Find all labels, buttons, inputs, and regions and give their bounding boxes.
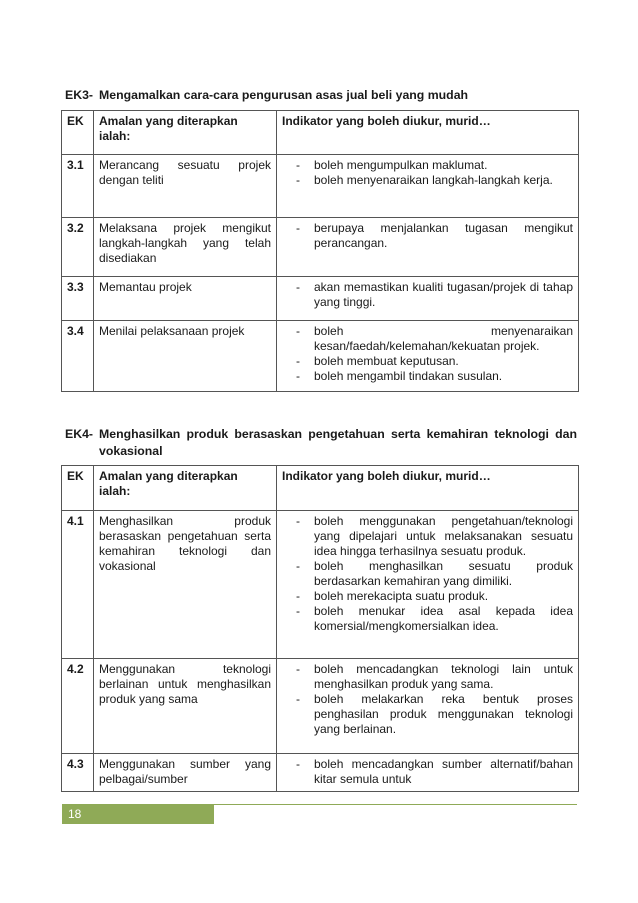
indicator-text: boleh melakarkan reka bentuk proses penghasilan produk menggunakan teknologi yang berlainan. <box>314 692 573 736</box>
row-indicators <box>277 754 579 792</box>
row-amalan: Merancang sesuatu projek dengan teliti <box>94 155 277 218</box>
indicator-item <box>282 280 573 310</box>
row-indicators <box>277 659 579 754</box>
bullet-dash: - <box>296 559 300 573</box>
bullet-dash: - <box>296 662 300 676</box>
indicator-item <box>282 173 573 188</box>
indicator-item <box>282 324 573 354</box>
section-heading: Mengamalkan cara-cara pengurusan asas jual beli yang mudah <box>99 88 469 102</box>
indicator-text: boleh menggunakan pengetahuan/teknologi yang dipelajari untuk melaksanakan sesuatu idea hingga terhasilnya sesuatu produk. <box>314 514 573 558</box>
bullet-dash: - <box>296 221 300 235</box>
row-amalan: Menggunakan teknologi berlainan untuk menghasilkan produk yang sama <box>94 659 277 754</box>
indicator-item <box>282 757 573 787</box>
row-number: 3.3 <box>62 277 94 321</box>
bullet-dash: - <box>296 324 300 338</box>
table-row <box>62 754 579 792</box>
section-title-ek3 <box>65 87 577 104</box>
bullet-dash: - <box>296 514 300 528</box>
row-indicators <box>277 155 579 218</box>
table-row <box>62 511 579 659</box>
row-amalan: Menghasilkan produk berasaskan pengetahuan serta kemahiran teknologi dan vokasional <box>94 511 277 659</box>
row-number: 3.2 <box>62 218 94 277</box>
header-amalan: Amalan yang diterapkan ialah: <box>94 466 277 511</box>
table-header-row <box>62 111 579 155</box>
bullet-dash: - <box>296 604 300 618</box>
bullet-dash: - <box>296 589 300 603</box>
row-amalan: Memantau projek <box>94 277 277 321</box>
indicator-item <box>282 158 573 173</box>
table-row <box>62 321 579 392</box>
indicator-text: boleh merekacipta suatu produk. <box>314 589 489 603</box>
bullet-dash: - <box>296 757 300 771</box>
row-amalan: Menggunakan sumber yang pelbagai/sumber <box>94 754 277 792</box>
table-row <box>62 659 579 754</box>
table-row <box>62 277 579 321</box>
row-indicators <box>277 277 579 321</box>
ek4-table <box>61 465 579 792</box>
table-header-row <box>62 466 579 511</box>
indicator-text: boleh mengambil tindakan susulan. <box>314 369 503 383</box>
ek3-table <box>61 110 579 392</box>
row-number: 3.4 <box>62 321 94 392</box>
section-code: EK3- <box>65 88 94 102</box>
indicator-item <box>282 662 573 692</box>
row-indicators <box>277 511 579 659</box>
row-indicators <box>277 218 579 277</box>
page-number-tab <box>62 804 214 824</box>
row-number: 3.1 <box>62 155 94 218</box>
indicator-item <box>282 221 573 251</box>
indicator-item <box>282 559 573 589</box>
section-title-ek4 <box>65 426 577 460</box>
indicator-text: boleh mencadangkan sumber alternatif/bahan kitar semula untuk <box>314 757 573 786</box>
indicator-text: boleh menyenaraikan langkah-langkah kerja. <box>314 173 553 187</box>
indicator-text: boleh menyenaraikan kesan/faedah/kelemahan/kekuatan projek. <box>314 324 573 353</box>
row-indicators <box>277 321 579 392</box>
indicator-text: berupaya menjalankan tugasan mengikut perancangan. <box>314 221 573 250</box>
indicator-item <box>282 354 573 369</box>
header-indikator: Indikator yang boleh diukur, murid… <box>277 111 579 155</box>
header-amalan: Amalan yang diterapkan ialah: <box>94 111 277 155</box>
row-amalan: Melaksana projek mengikut langkah-langkah yang telah disediakan <box>94 218 277 277</box>
bullet-dash: - <box>296 158 300 172</box>
row-number: 4.1 <box>62 511 94 659</box>
indicator-item <box>282 514 573 559</box>
indicator-item <box>282 604 573 634</box>
indicator-item <box>282 589 573 604</box>
indicator-text: akan memastikan kualiti tugasan/projek di tahap yang tinggi. <box>314 280 573 309</box>
bullet-dash: - <box>296 173 300 187</box>
indicator-text: boleh membuat keputusan. <box>314 354 459 368</box>
section-heading: Menghasilkan produk berasaskan pengetahuan serta kemahiran teknologi dan vokasional <box>99 427 577 458</box>
bullet-dash: - <box>296 280 300 294</box>
header-indikator: Indikator yang boleh diukur, murid… <box>277 466 579 511</box>
row-amalan: Menilai pelaksanaan projek <box>94 321 277 392</box>
bullet-dash: - <box>296 692 300 706</box>
indicator-item <box>282 369 573 384</box>
header-ek: EK <box>62 111 94 155</box>
section-code: EK4- <box>65 427 94 441</box>
table-row <box>62 218 579 277</box>
table-row <box>62 155 579 218</box>
indicator-item <box>282 692 573 737</box>
header-ek: EK <box>62 466 94 511</box>
page-number: 18 <box>68 807 82 821</box>
indicator-text: boleh menghasilkan sesuatu produk berdasarkan kemahiran yang dimiliki. <box>314 559 573 588</box>
bullet-dash: - <box>296 369 300 383</box>
indicator-text: boleh mencadangkan teknologi lain untuk menghasilkan produk yang sama. <box>314 662 573 691</box>
row-number: 4.2 <box>62 659 94 754</box>
bullet-dash: - <box>296 354 300 368</box>
indicator-text: boleh mengumpulkan maklumat. <box>314 158 488 172</box>
indicator-text: boleh menukar idea asal kepada idea komersial/mengkomersialkan idea. <box>314 604 573 633</box>
row-number: 4.3 <box>62 754 94 792</box>
